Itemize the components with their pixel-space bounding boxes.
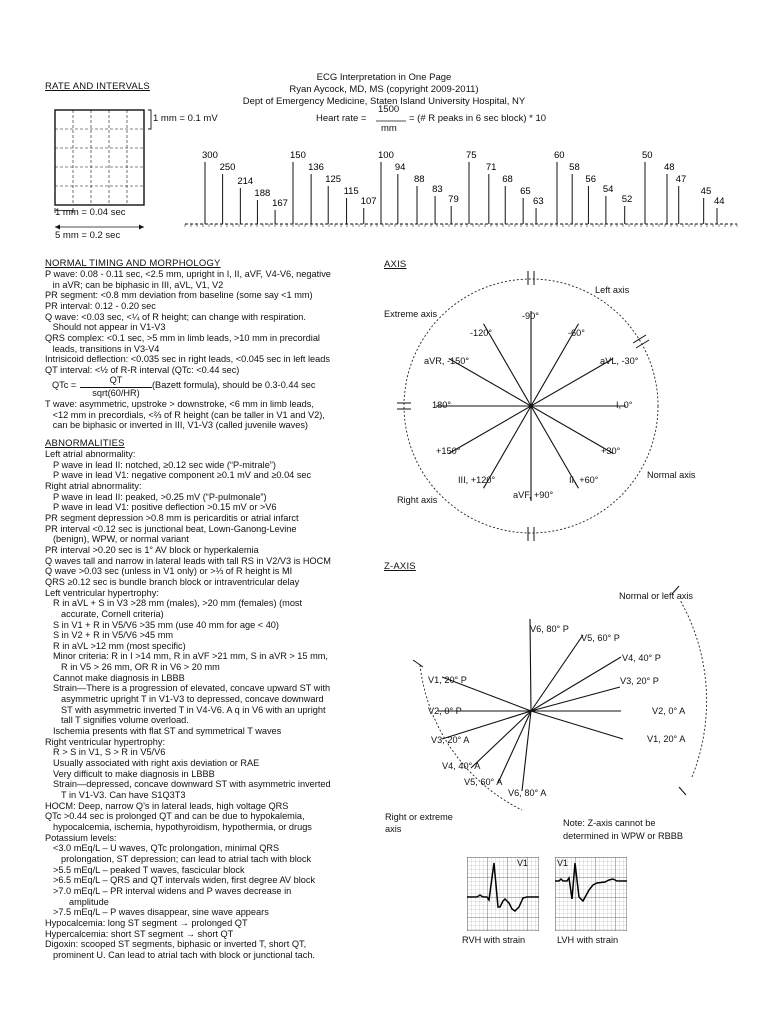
text-line: Strain—There is a progression of elevated, concave upward ST with — [53, 683, 331, 694]
lvh-lead-label: V1 — [557, 858, 569, 868]
axis-label-plus30: +30° — [601, 446, 621, 456]
ruler-label: 136 — [308, 162, 324, 173]
department-line: Dept of Emergency Medicine, Staten Island University Hospital, NY — [242, 96, 526, 107]
text-line: Intrisicoid deflection: <0.035 sec in right leads, <0.045 sec in left leads — [45, 354, 330, 365]
z-label-v4p: V4, 40° P — [622, 653, 661, 663]
text-line: R in aVL + S in V3 >28 mm (males), >20 mm (females) (most — [53, 598, 303, 609]
text-line: (benign), WPW, or normal variant — [53, 534, 189, 545]
text-line: >6.5 mEq/L – QRS and QT intervals widen, first degree AV block — [53, 875, 316, 886]
text-line: <3.0 mEq/L – U waves, QTc prolongation, minimal QRS — [53, 843, 280, 854]
ruler-label: 44 — [714, 196, 725, 207]
z-spoke — [471, 711, 531, 768]
text-line: Q wave: <0.03 sec, <¼ of R height; can change with respiration. — [45, 311, 306, 322]
z-note-line-1: Note: Z-axis cannot be — [563, 818, 656, 828]
text-line: R in aVL >12 mm (most specific) — [53, 640, 186, 651]
normal-timing-text — [45, 269, 331, 376]
ruler-label: 88 — [414, 174, 425, 185]
ruler-label: 54 — [602, 184, 614, 195]
rvh-caption: RVH with strain — [462, 935, 526, 945]
normal-left-axis-label: Normal or left axis — [619, 591, 694, 601]
ruler-label: 125 — [325, 174, 342, 185]
text-line: PR interval >0.20 sec is 1° AV block or hyperkalemia — [45, 544, 259, 555]
abnormalities-heading: ABNORMALITIES — [45, 438, 125, 449]
normal-axis-label: Normal axis — [647, 470, 696, 480]
ruler-label: 71 — [485, 162, 497, 173]
text-line: amplitude — [69, 896, 109, 907]
text-line: ST with asymmetric inverted T in V4-V6. A q in V6 with an upright — [61, 704, 326, 715]
text-line: T in V1-V3. Can have S1Q3T3 — [61, 790, 186, 800]
axis-heading: AXIS — [384, 259, 407, 270]
normal-timing-heading: NORMAL TIMING AND MORPHOLOGY — [45, 258, 221, 269]
rvh-ecg-strip — [467, 857, 539, 931]
axis-label-lead-i: I, 0° — [616, 400, 633, 410]
text-line: PR segment: <0.8 mm deviation from baseline (some say <1 mm) — [45, 290, 313, 301]
z-label-v6p: V6, 80° P — [530, 624, 569, 634]
right-extreme-label-1: Right or extreme — [385, 812, 453, 822]
ruler-label: 167 — [272, 198, 288, 209]
page-title: ECG Interpretation in One Page — [316, 72, 452, 83]
ruler-label: 83 — [432, 184, 443, 195]
rate-ruler — [185, 150, 737, 227]
axis-diagram — [380, 260, 768, 560]
text-line: Usually associated with right axis deviation or RAE — [53, 758, 260, 769]
text-line: Digoxin: scooped ST segments, biphasic or inverted T, short QT, — [45, 939, 307, 950]
text-line: Q waves tall and narrow in lateral leads with tall RS in V2/V3 is HOCM — [45, 555, 331, 566]
z-label-v5a: V5, 60° A — [464, 777, 503, 787]
text-line: >5.5 mEq/L – peaked T waves, fascicular block — [53, 864, 245, 875]
text-line: Q wave >0.03 sec (unless in V1 only) or >⅓ of R height is MI — [45, 566, 293, 577]
ruler-label: 58 — [569, 162, 580, 173]
ruler-label: 100 — [378, 150, 394, 161]
text-line: QTc >0.44 sec is prolonged QT and can be due to hypokalemia, — [45, 811, 305, 822]
hr-denominator: mm — [381, 123, 397, 134]
text-line: QT interval: <½ of R-R interval (QTc: <0.44 sec) — [45, 364, 240, 375]
z-note-line-2: determined in WPW or RBBB — [563, 831, 683, 841]
ruler-label: 45 — [700, 186, 712, 197]
axis-label-lead-iii: III, +120° — [458, 475, 496, 485]
ruler-label: 68 — [502, 174, 513, 185]
qtc-numerator: QT — [109, 375, 123, 385]
text-line: R > S in V1, S > R in V5/V6 — [53, 747, 166, 758]
axis-label-minus60: -60° — [568, 328, 585, 338]
ruler-label: 56 — [585, 174, 597, 185]
text-line: Strain—depressed, concave downward ST with asymmetric inverted — [53, 779, 331, 790]
text-line: prominent U. Can lead to atrial tach with block or junctional tach. — [53, 949, 315, 960]
text-line: Right ventricular hypertrophy: — [45, 736, 166, 747]
text-line: R in V5 > 26 mm, OR R in V6 > 20 mm — [61, 662, 220, 673]
text-line: Left ventricular hypertrophy: — [45, 587, 159, 598]
ruler-label: 65 — [520, 186, 531, 197]
z-label-v2a-right: V2, 0° A — [652, 706, 686, 716]
normal-left-arc — [680, 600, 707, 777]
text-line: in aVR; can be biphasic in III, aVL, V1, V2 — [45, 279, 224, 290]
text-line: S in V1 + R in V5/V6 >35 mm (use 40 mm for age < 40) — [53, 619, 279, 630]
hr-numerator: 1500 — [378, 104, 400, 115]
hr-formula-right: = (# R peaks in 6 sec block) * 10 — [409, 113, 547, 124]
text-line: prolongation, ST depression; can lead to atrial tach with block — [61, 853, 312, 864]
axis-label-avl: aVL, -30° — [600, 356, 639, 366]
text-line: P wave in lead II: notched, ≥0.12 sec wide (“P-mitrale”) — [53, 459, 276, 470]
rate-intervals-heading: RATE AND INTERVALS — [45, 81, 150, 92]
5mm-time-label: 5 mm = 0.2 sec — [55, 230, 121, 241]
z-axis-heading: Z-AXIS — [384, 561, 416, 572]
text-line: P wave: 0.08 - 0.11 sec, <2.5 mm, upright in I, II, aVF, V4-V6, negative — [45, 269, 331, 279]
ruler-label: 115 — [343, 186, 359, 197]
z-spoke — [522, 711, 531, 791]
axis-label-lead-ii: II, +60° — [569, 475, 599, 485]
1mm-time-label: 1 mm = 0.04 sec — [55, 207, 126, 218]
axis-label-avr: aVR, -150° — [424, 356, 470, 366]
qtc-label: QTc = — [52, 380, 77, 390]
z-spoke — [498, 711, 531, 783]
text-line: leads, transitions in V3-V4 — [45, 343, 160, 354]
axis-label-minus120: -120° — [470, 328, 493, 338]
text-line: Should not appear in V1-V3 — [45, 322, 166, 333]
ruler-label: 214 — [237, 176, 254, 187]
axis-label-avf: aVF, +90° — [513, 490, 554, 500]
axis-spokes — [436, 311, 626, 501]
text-line: S in V2 + R in V5/V6 >45 mm — [53, 630, 174, 641]
z-label-v1p: V1, 20° P — [428, 675, 467, 685]
ecg-grid-lines — [55, 110, 144, 205]
z-label-v3a: V3, 20° A — [431, 735, 470, 745]
lvh-caption: LVH with strain — [557, 935, 619, 945]
ruler-label: 75 — [466, 150, 477, 161]
text-line: P wave in lead V1: negative component ≥0.1 mV and ≥0.04 sec — [53, 470, 312, 481]
ruler-label: 60 — [554, 150, 565, 161]
text-line: >7.0 mEq/L – PR interval widens and P waves decrease in — [53, 885, 292, 896]
ruler-label: 150 — [290, 150, 306, 161]
text-line: >7.5 mEq/L – P waves disappear, sine wave appears — [53, 907, 269, 918]
ruler-label: 300 — [202, 150, 218, 161]
right-axis-label: Right axis — [397, 495, 438, 505]
ruler-label: 188 — [254, 188, 271, 199]
z-spoke — [531, 657, 621, 711]
z-label-v1a: V1, 20° A — [647, 734, 686, 744]
ruler-label: 63 — [533, 196, 544, 207]
mm-bracket — [148, 110, 151, 129]
text-line: Cannot make diagnosis in LBBB — [53, 672, 185, 683]
text-line: Hypercalcemia: short ST segment → short QT — [45, 928, 234, 939]
left-axis-label: Left axis — [595, 285, 630, 295]
ruler-label: 250 — [219, 162, 236, 173]
text-line: PR interval: 0.12 - 0.20 sec — [45, 300, 156, 311]
ruler-label: 50 — [642, 150, 653, 161]
ruler-label: 79 — [448, 194, 459, 205]
text-line: Left atrial abnormality: — [45, 449, 136, 459]
text-line: tall T signifies volume overload. — [61, 715, 189, 726]
qtc-note: (Bazett formula), should be 0.3-0.44 sec — [152, 380, 316, 390]
axis-label-minus90: -90° — [522, 311, 539, 321]
z-label-v3p: V3, 20° P — [620, 676, 659, 686]
axis-label-plus150: +150° — [436, 446, 461, 456]
z-spoke — [531, 711, 623, 739]
ruler-label: 47 — [675, 174, 687, 185]
text-line: hypocalcemia, ischemia, hypothyroidism, hypothermia, or drugs — [53, 821, 312, 832]
z-axis-diagram — [380, 565, 760, 825]
text-line: asymmetric upright T in V1-V3 to depressed, concave downward — [61, 694, 324, 705]
text-line: T wave: asymmetric, upstroke > downstroke, <6 mm in limb leads, — [45, 399, 314, 409]
right-extreme-label-2: axis — [385, 824, 402, 834]
text-line: P wave in lead II: peaked, >0.25 mV (“P-pulmonale”) — [53, 491, 267, 502]
text-line: Ischemia presents with flat ST and symmetrical T waves — [53, 726, 282, 737]
axis-label-180: 180° — [432, 400, 452, 410]
author-line: Ryan Aycock, MD, MS (copyright 2009-2011) — [289, 84, 479, 95]
text-line: HOCM: Deep, narrow Q’s in lateral leads, high voltage QRS — [45, 800, 289, 811]
z-label-v2p: V2, 0° P — [428, 706, 462, 716]
lvh-ecg-strip — [555, 857, 627, 931]
twave-text — [45, 399, 325, 431]
text-line: P wave in lead V1: positive deflection >0.15 mV or >V6 — [53, 502, 277, 513]
text-line: Hypocalcemia: long ST segment → prolonged QT — [45, 917, 248, 928]
text-line: PR segment depression >0.8 mm is pericarditis or atrial infarct — [45, 512, 299, 523]
ruler-label: 52 — [621, 194, 633, 205]
text-line: Right atrial abnormality: — [45, 480, 142, 491]
text-line: Potassium levels: — [45, 832, 117, 843]
text-line: accurate, Cornell criteria) — [61, 608, 164, 619]
rvh-lead-label: V1 — [517, 858, 529, 868]
z-label-v6a: V6, 80° A — [508, 788, 547, 798]
ruler-label: 48 — [664, 162, 675, 173]
ecg-grid-box — [55, 110, 144, 205]
qtc-denominator: sqrt(60/HR) — [92, 388, 140, 398]
text-line: Very difficult to make diagnosis in LBBB — [53, 768, 215, 779]
text-line: QRS complex: <0.1 sec, >5 mm in limb leads, >10 mm in precordial — [45, 332, 320, 343]
text-line: QRS ≥0.12 sec is bundle branch block or intraventricular delay — [45, 576, 300, 587]
mm-voltage-label: 1 mm = 0.1 mV — [153, 113, 218, 124]
text-line: can be biphasic or inverted in III, V1-V3 (called juvenile waves) — [45, 420, 308, 431]
abnormalities-text — [45, 449, 331, 961]
text-line: <12 mm in precordials, <⅔ of R height (can be taller in V1 and V2), — [45, 409, 325, 420]
ruler-label: 94 — [394, 162, 406, 173]
hr-formula-left: Heart rate = — [316, 113, 367, 124]
z-label-v5p: V5, 60° P — [581, 633, 620, 643]
text-line: Minor criteria: R in I >14 mm, R in aVF >21 mm, S in aVR > 15 mm, — [53, 651, 328, 662]
ruler-label: 107 — [360, 196, 377, 207]
z-label-v4a: V4, 40° A — [442, 761, 481, 771]
text-line: PR interval <0.12 sec is junctional beat, Lown-Ganong-Levine — [45, 523, 297, 534]
extreme-axis-label: Extreme axis — [384, 309, 438, 319]
